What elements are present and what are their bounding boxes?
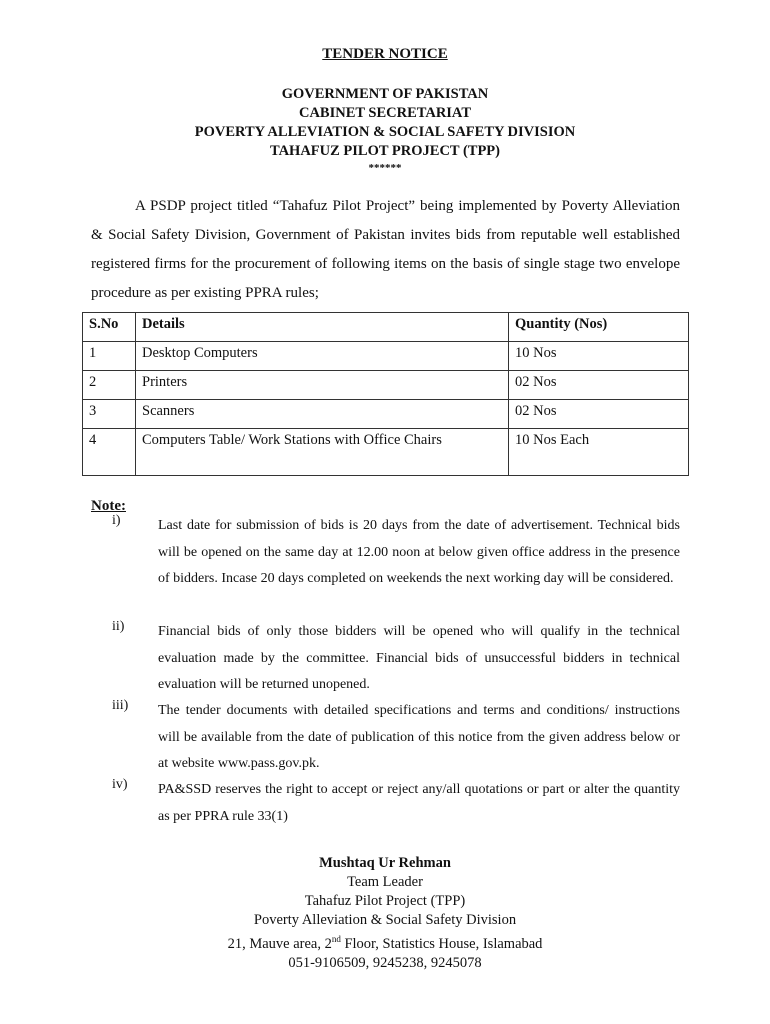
cell-sno: 2 <box>83 371 136 400</box>
table-header-row <box>83 313 689 342</box>
cell-quantity: 10 Nos <box>509 342 689 371</box>
cell-quantity: 02 Nos <box>509 400 689 429</box>
signature-block <box>0 854 770 973</box>
cell-details: Computers Table/ Work Stations with Office Chairs <box>136 429 509 476</box>
header-details: Details <box>136 313 509 342</box>
signatory-name: Mushtaq Ur Rehman <box>319 855 451 871</box>
note-number: iv) <box>112 777 128 792</box>
note-number: i) <box>112 513 121 528</box>
cell-details: Scanners <box>136 400 509 429</box>
cell-details: Desktop Computers <box>136 342 509 371</box>
note-text: Financial bids of only those bidders will be opened who will qualify in the technical evaluation made by the committee. Financial bids of unsuccessful bidders in technical evaluation will be returned unopened. <box>158 624 680 692</box>
heading-line-project: TAHAFUZ PILOT PROJECT (TPP) <box>269 143 500 159</box>
table-row <box>83 342 689 371</box>
signatory-project: Tahafuz Pilot Project (TPP) <box>304 893 466 909</box>
note-text: Last date for submission of bids is 20 days from the date of advertisement. Technical bids will be opened on the same day at 12.00 noon at below given office address in the presence of bidders. Incase 20 days completed on weekends the next working day will be considered. <box>158 518 680 586</box>
address-part: Floor, Statistics House, Islamabad <box>340 935 543 952</box>
heading-line-government: GOVERNMENT OF PAKISTAN <box>281 86 489 102</box>
table-row <box>83 371 689 400</box>
cell-sno: 1 <box>83 342 136 371</box>
items-table <box>82 312 689 476</box>
address-ordinal: nd <box>331 934 341 944</box>
heading-stars: ****** <box>368 162 402 174</box>
address-part: 21, Mauve area, 2 <box>227 935 332 952</box>
signatory-phones: 051-9106509, 9245238, 9245078 <box>288 954 482 971</box>
header-quantity: Quantity (Nos) <box>509 313 689 342</box>
cell-sno: 3 <box>83 400 136 429</box>
table-row <box>83 400 689 429</box>
cell-details: Printers <box>136 371 509 400</box>
note-label: Note: <box>91 498 126 514</box>
intro-paragraph: A PSDP project titled “Tahafuz Pilot Project” being implemented by Poverty Alleviation & Social Safety Division, Government of Pakistan invites bids from reputable well established registered firms for the procurement of following items on the basis of single stage two envelope procedure as per existing PPRA rules; <box>91 198 680 301</box>
cell-sno: 4 <box>83 429 136 476</box>
signatory-division: Poverty Alleviation & Social Safety Division <box>253 912 517 928</box>
note-number: ii) <box>112 619 125 634</box>
note-text: The tender documents with detailed specifications and terms and conditions/ instructions will be available from the date of publication of this notice from the given address below or at website www.pass.gov.pk. <box>158 703 680 771</box>
note-text: PA&SSD reserves the right to accept or reject any/all quotations or part or alter the quantity as per PPRA rule 33(1) <box>158 782 680 824</box>
signatory-address <box>0 930 770 954</box>
header-sno: S.No <box>83 313 136 342</box>
cell-quantity: 02 Nos <box>509 371 689 400</box>
heading-line-cabinet: CABINET SECRETARIAT <box>298 105 472 121</box>
cell-quantity: 10 Nos Each <box>509 429 689 476</box>
notice-heading <box>0 85 770 175</box>
heading-line-division: POVERTY ALLEVIATION & SOCIAL SAFETY DIVISION <box>194 124 576 140</box>
signatory-designation: Team Leader <box>347 874 423 890</box>
notice-title: TENDER NOTICE <box>322 46 448 62</box>
note-number: iii) <box>112 698 129 713</box>
table-row <box>83 429 689 476</box>
